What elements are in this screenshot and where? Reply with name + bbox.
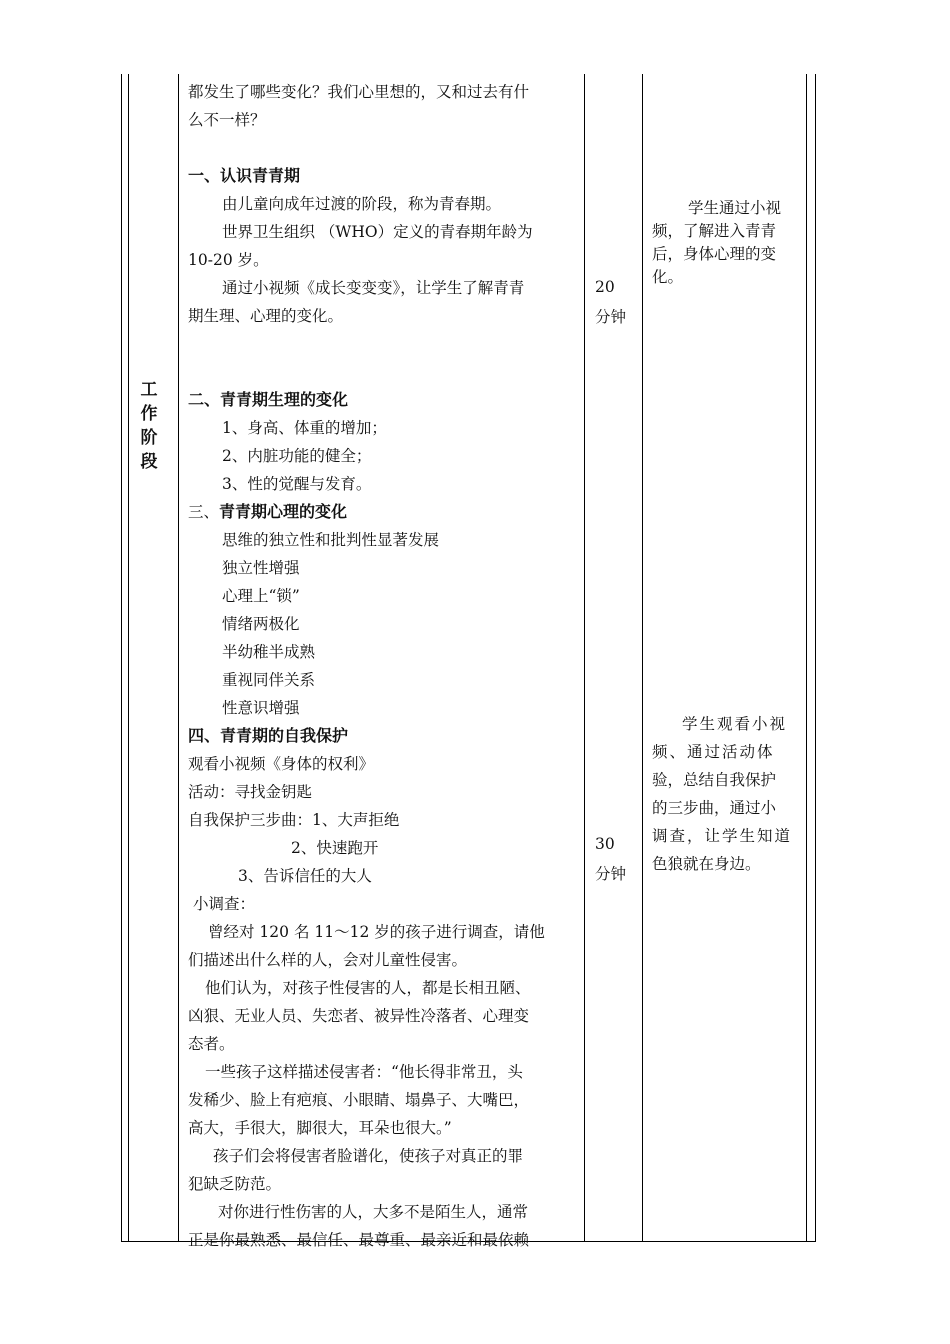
stage-label-char: 段 xyxy=(140,452,158,472)
table-border-left-inner xyxy=(128,74,129,1242)
time-unit: 分钟 xyxy=(595,865,627,883)
section-2-item: 1、身高、体重的增加； xyxy=(222,419,387,437)
note-line: 验，总结自我保护 xyxy=(652,771,777,789)
table-border-right-inner xyxy=(806,74,807,1242)
survey-paragraph: 们描述出什么样的人，会对儿童性侵害。 xyxy=(188,951,468,969)
section-4-line: 小调查： xyxy=(193,895,256,913)
section-4-line: 观看小视频《身体的权利》 xyxy=(188,755,375,773)
note-line: 频，了解进入青青 xyxy=(652,222,777,240)
section-3-title-text: 青青期心理的变化 xyxy=(219,502,348,521)
note-line: 色狼就在身边。 xyxy=(652,855,761,873)
section-4-line: 2、快速跑开 xyxy=(291,839,379,857)
table-border-right-outer xyxy=(815,74,816,1242)
intro-text: 么不一样？ xyxy=(188,111,266,129)
section-3-item: 重视同伴关系 xyxy=(222,671,316,689)
section-3-prefix: 三、 xyxy=(188,503,220,521)
section-1-paragraph: 10-20 岁。 xyxy=(188,251,269,269)
section-2-item: 3、性的觉醒与发育。 xyxy=(222,475,372,493)
note-line: 学生观看小视 xyxy=(682,715,788,733)
section-1-title: 一、认识青青期 xyxy=(188,166,301,185)
survey-paragraph: 高大，手很大，脚很大，耳朵也很大。” xyxy=(188,1119,452,1137)
survey-paragraph: 孩子们会将侵害者脸谱化，使孩子对真正的罪 xyxy=(213,1147,524,1165)
survey-paragraph: 正是你最熟悉、最信任、最尊重、最亲近和最依赖 xyxy=(188,1231,530,1249)
intro-text: 都发生了哪些变化？我们心里想的，又和过去有什 xyxy=(188,83,530,101)
section-3-item: 性意识增强 xyxy=(222,699,300,717)
survey-paragraph: 凶狠、无业人员、失恋者、被异性冷落者、心理变 xyxy=(188,1007,530,1025)
column-divider-time xyxy=(642,74,643,1242)
column-divider-content xyxy=(584,74,585,1242)
survey-paragraph: 发稀少、脸上有疤痕、小眼睛、塌鼻子、大嘴巴， xyxy=(188,1091,530,1109)
section-1-paragraph: 期生理、心理的变化。 xyxy=(188,307,344,325)
note-line: 后，身体心理的变 xyxy=(652,245,777,263)
survey-paragraph: 一些孩子这样描述侵害者：“他长得非常丑，头 xyxy=(205,1063,523,1081)
section-3-item: 思维的独立性和批判性显著发展 xyxy=(222,531,440,549)
stage-label-char: 作 xyxy=(140,404,158,424)
survey-paragraph: 他们认为，对孩子性侵害的人，都是长相丑陋、 xyxy=(205,979,531,997)
section-2-item: 2、内脏功能的健全； xyxy=(222,447,372,465)
section-2-title: 二、青青期生理的变化 xyxy=(188,390,349,409)
section-3-item: 半幼稚半成熟 xyxy=(222,643,316,661)
section-3-item: 情绪两极化 xyxy=(222,615,300,633)
survey-paragraph: 态者。 xyxy=(188,1035,235,1053)
section-4-line: 活动：寻找金钥匙 xyxy=(188,783,313,801)
student-note-2 xyxy=(652,710,802,878)
note-line: 调查，让学生知道 xyxy=(652,827,793,845)
stage-label xyxy=(138,378,160,474)
stage-label-char: 阶 xyxy=(140,428,158,448)
time-value: 20 xyxy=(595,278,615,296)
survey-paragraph: 对你进行性伤害的人，大多不是陌生人，通常 xyxy=(218,1203,529,1221)
student-note-1 xyxy=(652,197,802,289)
section-3-title xyxy=(188,498,578,526)
time-block-1 xyxy=(595,273,635,331)
survey-paragraph: 犯缺乏防范。 xyxy=(188,1175,282,1193)
table-border-left-outer xyxy=(121,74,122,1242)
note-line: 的三步曲，通过小 xyxy=(652,799,777,817)
section-3-item: 独立性增强 xyxy=(222,559,300,577)
note-line: 化。 xyxy=(652,268,684,286)
blank-line xyxy=(188,134,578,162)
survey-paragraph: 曾经对 120 名 11～12 岁的孩子进行调查，请他 xyxy=(208,923,545,941)
section-4-line: 自我保护三步曲：1、大声拒绝 xyxy=(188,811,400,829)
section-4-title: 四、青青期的自我保护 xyxy=(188,726,349,745)
section-1-paragraph: 通过小视频《成长变变变》，让学生了解青青 xyxy=(222,279,525,297)
section-1-paragraph: 由儿童向成年过渡的阶段，称为青春期。 xyxy=(222,195,502,213)
section-4-line: 3、告诉信任的大人 xyxy=(238,867,372,885)
section-1-paragraph: 世界卫生组织 （WHO）定义的青春期年龄为 xyxy=(222,223,533,241)
time-block-2 xyxy=(595,830,635,888)
time-unit: 分钟 xyxy=(595,308,627,326)
time-value: 30 xyxy=(595,835,615,853)
blank-line xyxy=(188,330,578,386)
column-divider-stage xyxy=(178,74,179,1242)
section-3-item: 心理上“锁” xyxy=(222,587,300,605)
note-line: 频、通过活动体 xyxy=(652,743,775,761)
lesson-content xyxy=(188,78,578,1254)
note-line: 学生通过小视 xyxy=(688,199,782,217)
stage-label-char: 工 xyxy=(140,380,158,400)
